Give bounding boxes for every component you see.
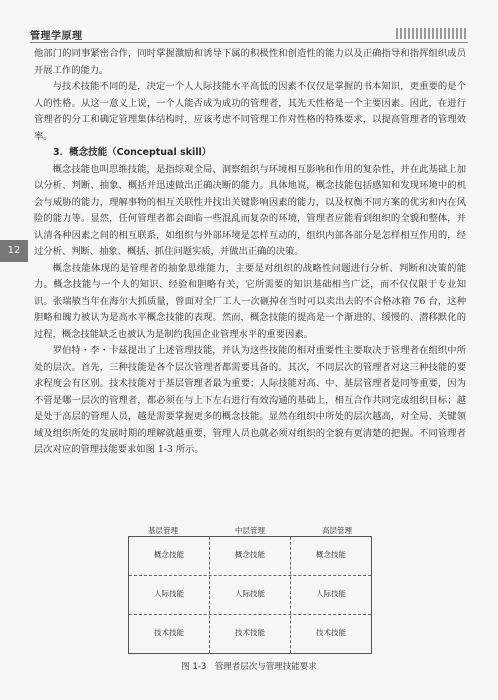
paragraph: 概念技能也叫思维技能，是指综观全局、洞察组织与环境相互影响和作用的复杂性，并在此基础上加以分析、判断、抽象、概括并迅速做出正确决断的能力。具体地说，概念技能包括感知和发现环境中的机会与威胁的能力，理解事物的相互关联性并找出关键影响因素的能力，以及权衡不同方案的优劣和内在风险的能力等。显然，任何管理者都会面临一些混乱而复杂的环境，管理者应能看到组织的全貌和整体，并认清各种因素之间的相互联系，如组织与外部环境是怎样互动的，组织内部各部分是怎样相互作用的，经过分析、判断、抽象、概括、抓住问题实质，并做出正确的决策。 xyxy=(34,163,466,257)
diagram-cell: 概念技能 xyxy=(235,550,265,559)
page-number-tab: 12 xyxy=(0,240,28,262)
header-decoration-bars xyxy=(396,28,468,39)
skills-diagram xyxy=(128,526,372,654)
column-header-base: 基层管理 xyxy=(148,526,178,535)
diagram-cell: 概念技能 xyxy=(154,550,184,559)
section-heading: 3．概念技能（Conceptual skill） xyxy=(53,147,212,158)
row-divider xyxy=(129,614,371,615)
column-header-top: 高层管理 xyxy=(322,526,352,535)
diagram-cell: 技术技能 xyxy=(235,628,265,637)
paragraph: 概念技能体现的是管理者的抽象思维能力，主要是对组织的战略性问题进行分析、判断和决策的能力。概念技能与一个人的知识、经验和胆略有关，它所需要的知识基础相当广泛，而不仅仅限于专业知识。张瑞敏当年在海尔大抓质量，曾面对全厂工人一次砸掉在当时可以卖出去的不合格冰箱 76 台，这种胆略和魄力被认为是高水平概念技能的表现。然而，概念技能的提高是一个渐进的、缓慢的、潜移默化的过程，概念技能缺乏也被认为是制约我国企业管理水平的重要因素。 xyxy=(34,262,466,340)
paragraph: 与技术技能不同的是，决定一个人人际技能水平高低的因素不仅仅是掌握的书本知识，更重要的是个人的性格。从这一意义上说，一个人能否成为成功的管理者，其先天性格是一个主要因素。因此，在进行管理者的分工和确定管理集体结构时，应该考虑不同管理工作对性格的特殊要求，以提高管理者的管理效率。 xyxy=(34,81,466,142)
column-divider xyxy=(209,537,210,653)
column-header-middle: 中层管理 xyxy=(235,526,265,535)
book-title: 管理学原理 xyxy=(30,31,83,42)
diagram-cell: 人际技能 xyxy=(235,589,265,598)
diagram-cell: 技术技能 xyxy=(316,628,346,637)
paragraph: 罗伯特・李・卡兹提出了上述管理技能，并认为这些技能的相对重要性主要取决于管理者在组织中所处的层次。首先，三种技能是各个层次管理者都需要具备的。其次，不同层次的管理者对这三种技能的要求程度会有区别。技术技能对于基层管理者最为重要；人际技能对高、中、基层管理者是同等重要，因为不管是哪一层次的管理者，都必须在与上下左右进行有效沟通的基础上，相互合作共同完成组织目标；越是处于高层的管理人员，越是需要掌握更多的概念技能。显然在组织中所处的层次越高，对全局、关键领域及组织所处的发展时期的理解就越重要，管理人员也就必须对组织的全貌有更清楚的把握。不同管理者层次对应的管理技能要求如图 1-3 所示。 xyxy=(34,345,466,455)
running-header xyxy=(30,26,468,43)
diagram-cell: 概念技能 xyxy=(316,550,346,559)
row-divider xyxy=(129,575,371,576)
column-divider xyxy=(290,537,291,653)
diagram-cell: 人际技能 xyxy=(316,589,346,598)
diagram-cell: 人际技能 xyxy=(154,589,184,598)
figure-caption: 图 1-3 管理者层次与管理技能要求 xyxy=(181,662,317,672)
diagram-cell: 技术技能 xyxy=(154,628,184,637)
paragraph: 他部门的同事紧密合作，同时掌握激励和诱导下属的积极性和创造性的能力以及正确指导和指挥组织成员开展工作的能力。 xyxy=(34,48,466,76)
body-text xyxy=(34,46,466,459)
